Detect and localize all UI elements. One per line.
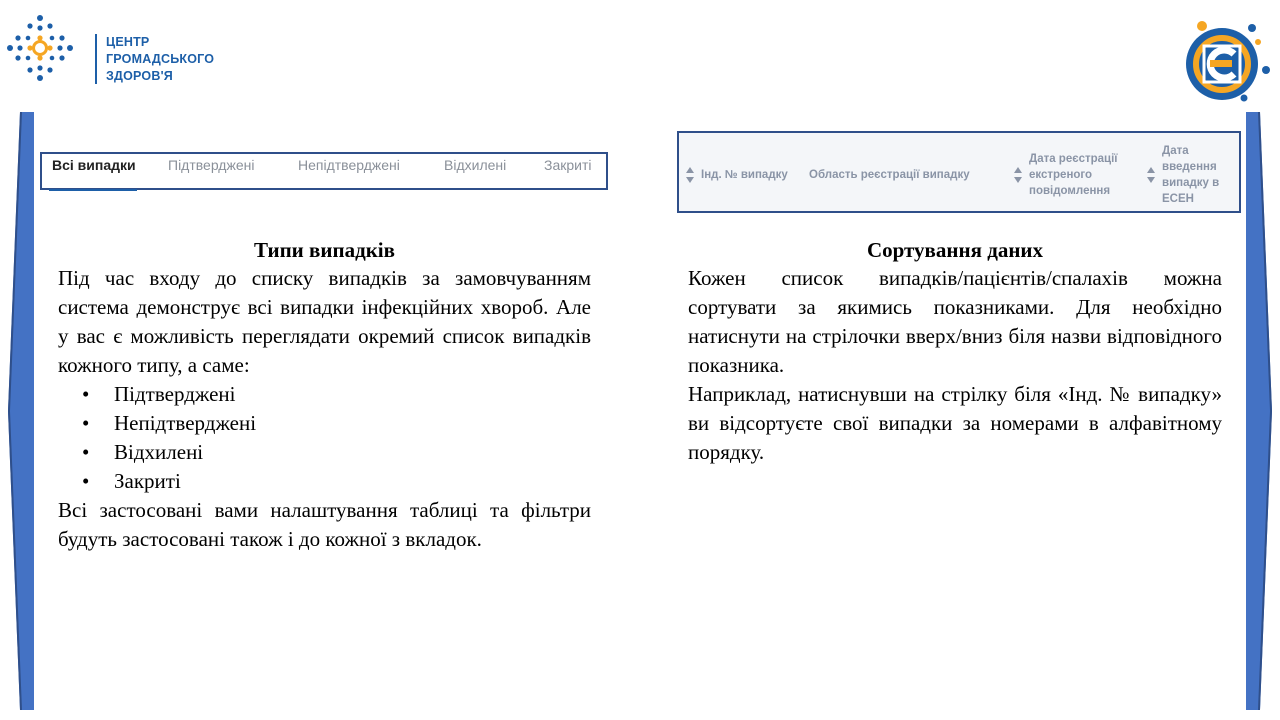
- case-types-list: [82, 380, 256, 496]
- list-item: • Підтверджені: [82, 380, 256, 409]
- list-item: • Непідтверджені: [82, 409, 256, 438]
- tab-confirmed[interactable]: Підтверджені: [168, 157, 255, 173]
- tab-unconfirmed[interactable]: Непідтверджені: [298, 157, 400, 173]
- sorting-heading: Сортування даних: [866, 238, 1044, 262]
- sort-arrows-icon[interactable]: [1013, 166, 1023, 184]
- esen-logo-icon: [1182, 14, 1274, 106]
- case-types-intro: Під час входу до списку випадків за замовчуванням система демонструє всі випадки інфекційних хвороб. Але у вас є можливість переглядати окремий список випадків кожного типу, а саме:: [58, 266, 591, 377]
- logo-line-1: ЦЕНТР: [106, 35, 150, 49]
- esen-logo: [1182, 14, 1274, 106]
- column-entry-date[interactable]: [1162, 143, 1219, 207]
- case-types-heading: Типи випадків: [254, 238, 395, 262]
- public-health-center-logo: [6, 12, 215, 84]
- column-entry-date-line-2: введення: [1162, 161, 1217, 173]
- column-entry-date-line-3: випадку в: [1162, 177, 1220, 189]
- left-side-decoration: [6, 112, 38, 710]
- column-entry-date-line-1: Дата: [1162, 145, 1189, 157]
- tab-all-cases[interactable]: Всі випадки: [52, 157, 136, 173]
- tab-closed[interactable]: Закриті: [544, 157, 592, 173]
- column-report-date[interactable]: [1029, 151, 1118, 199]
- case-types-outro: Всі застосовані вами налаштування таблиці та фільтри будуть застосовані також і до кожної з вкладок.: [58, 498, 591, 551]
- sortable-table-header: [677, 131, 1241, 213]
- sorting-paragraph-2: Наприклад, натиснувши на стрілку біля «Інд. № випадку» ви відсортуєте свої випадки за номерами в алфавітному порядку.: [688, 382, 1222, 464]
- sorting-paragraph-1: Кожен список випадків/пацієнтів/спалахів можна сортувати за якимись показниками. Для необхідно натиснути на стрілочки вверх/вниз біля назви відповідного показника.: [688, 266, 1222, 377]
- logo-line-3: ЗДОРОВ'Я: [106, 69, 173, 83]
- list-item: • Закриті: [82, 467, 256, 496]
- logo-line-2: ГРОМАДСЬКОГО: [106, 52, 215, 66]
- column-case-id[interactable]: Інд. № випадку: [701, 169, 788, 181]
- right-side-decoration: [1240, 112, 1276, 710]
- column-region[interactable]: Область реєстрації випадку: [809, 169, 970, 181]
- sort-arrows-icon[interactable]: [685, 166, 695, 184]
- column-entry-date-line-4: ЕСЕН: [1162, 193, 1194, 205]
- logo-dots-icon: [6, 12, 76, 84]
- logo-divider: [95, 34, 97, 84]
- sort-arrows-icon[interactable]: [1146, 166, 1156, 184]
- active-tab-indicator: [49, 189, 137, 191]
- case-type-tabs: [40, 152, 608, 190]
- logo-text: [106, 34, 214, 85]
- column-report-date-line-3: повідомлення: [1029, 185, 1111, 197]
- list-item: • Відхилені: [82, 438, 256, 467]
- tab-rejected[interactable]: Відхилені: [444, 157, 507, 173]
- column-report-date-line-2: екстреного: [1029, 169, 1093, 181]
- column-report-date-line-1: Дата реєстрації: [1029, 153, 1118, 165]
